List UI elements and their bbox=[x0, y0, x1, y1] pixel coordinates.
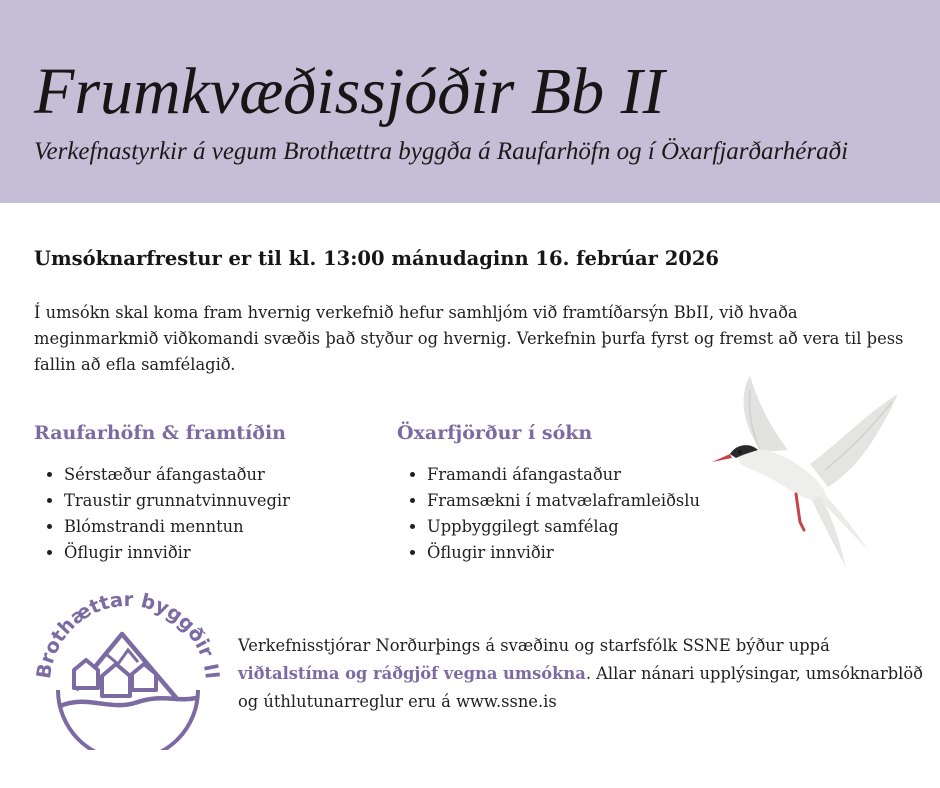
page-title: Frumkvæðissjóðir Bb II bbox=[34, 55, 665, 128]
page-subtitle: Verkefnastyrkir á vegum Brothættra byggða á Raufarhöfn og í Öxarfjarðarhéraði bbox=[34, 138, 849, 165]
column-raufarhofn bbox=[34, 418, 290, 566]
column-heading: Öxarfjörður í sókn bbox=[397, 422, 593, 444]
list-item: • Framsækni í matvælaframleiðslu bbox=[427, 488, 700, 514]
houses-mountain-logo bbox=[28, 580, 228, 750]
column-oxarfjordur bbox=[397, 418, 700, 566]
footer-paragraph bbox=[238, 632, 928, 716]
intro-paragraph: Í umsókn skal koma fram hvernig verkefnið hefur samhljóm við framtíðarsýn BbII, við hvaða meginmarkmið viðkomandi svæðis það styður og hvernig. Verkefnin þurfa fyrst og fremst að vera til þess fallin að efla samfélagið. bbox=[34, 303, 904, 374]
footer-highlight: viðtalstíma og ráðgjöf vegna umsókna bbox=[238, 664, 586, 683]
deadline-text: Umsóknarfrestur er til kl. 13:00 mánudaginn 16. febrúar 2026 bbox=[34, 247, 719, 270]
header-banner bbox=[0, 0, 940, 203]
logo-text-path: Brothættar byggðir II bbox=[31, 587, 224, 681]
list-item: • Sérstæður áfangastaður bbox=[64, 462, 290, 488]
footer-text-after: . Allar nánari upplýsingar, umsóknarblöð og úthlutunarreglur eru á www.ssne.is bbox=[238, 664, 923, 711]
list-item: • Blómstrandi menntun bbox=[64, 514, 290, 540]
goal-list bbox=[397, 462, 700, 566]
list-item: • Öflugir innviðir bbox=[64, 540, 290, 566]
goal-list bbox=[34, 462, 290, 566]
list-item: • Uppbyggilegt samfélag bbox=[427, 514, 700, 540]
list-item: • Framandi áfangastaður bbox=[427, 462, 700, 488]
arctic-tern-icon bbox=[700, 372, 900, 572]
footer-text-before: Verkefnisstjórar Norðurþings á svæðinu og starfsfólk SSNE býður uppá bbox=[238, 636, 830, 655]
column-heading: Raufarhöfn & framtíðin bbox=[34, 422, 287, 444]
logo-text bbox=[32, 588, 224, 680]
list-item: • Öflugir innviðir bbox=[427, 540, 700, 566]
list-item: • Traustir grunnatvinnuvegir bbox=[64, 488, 290, 514]
